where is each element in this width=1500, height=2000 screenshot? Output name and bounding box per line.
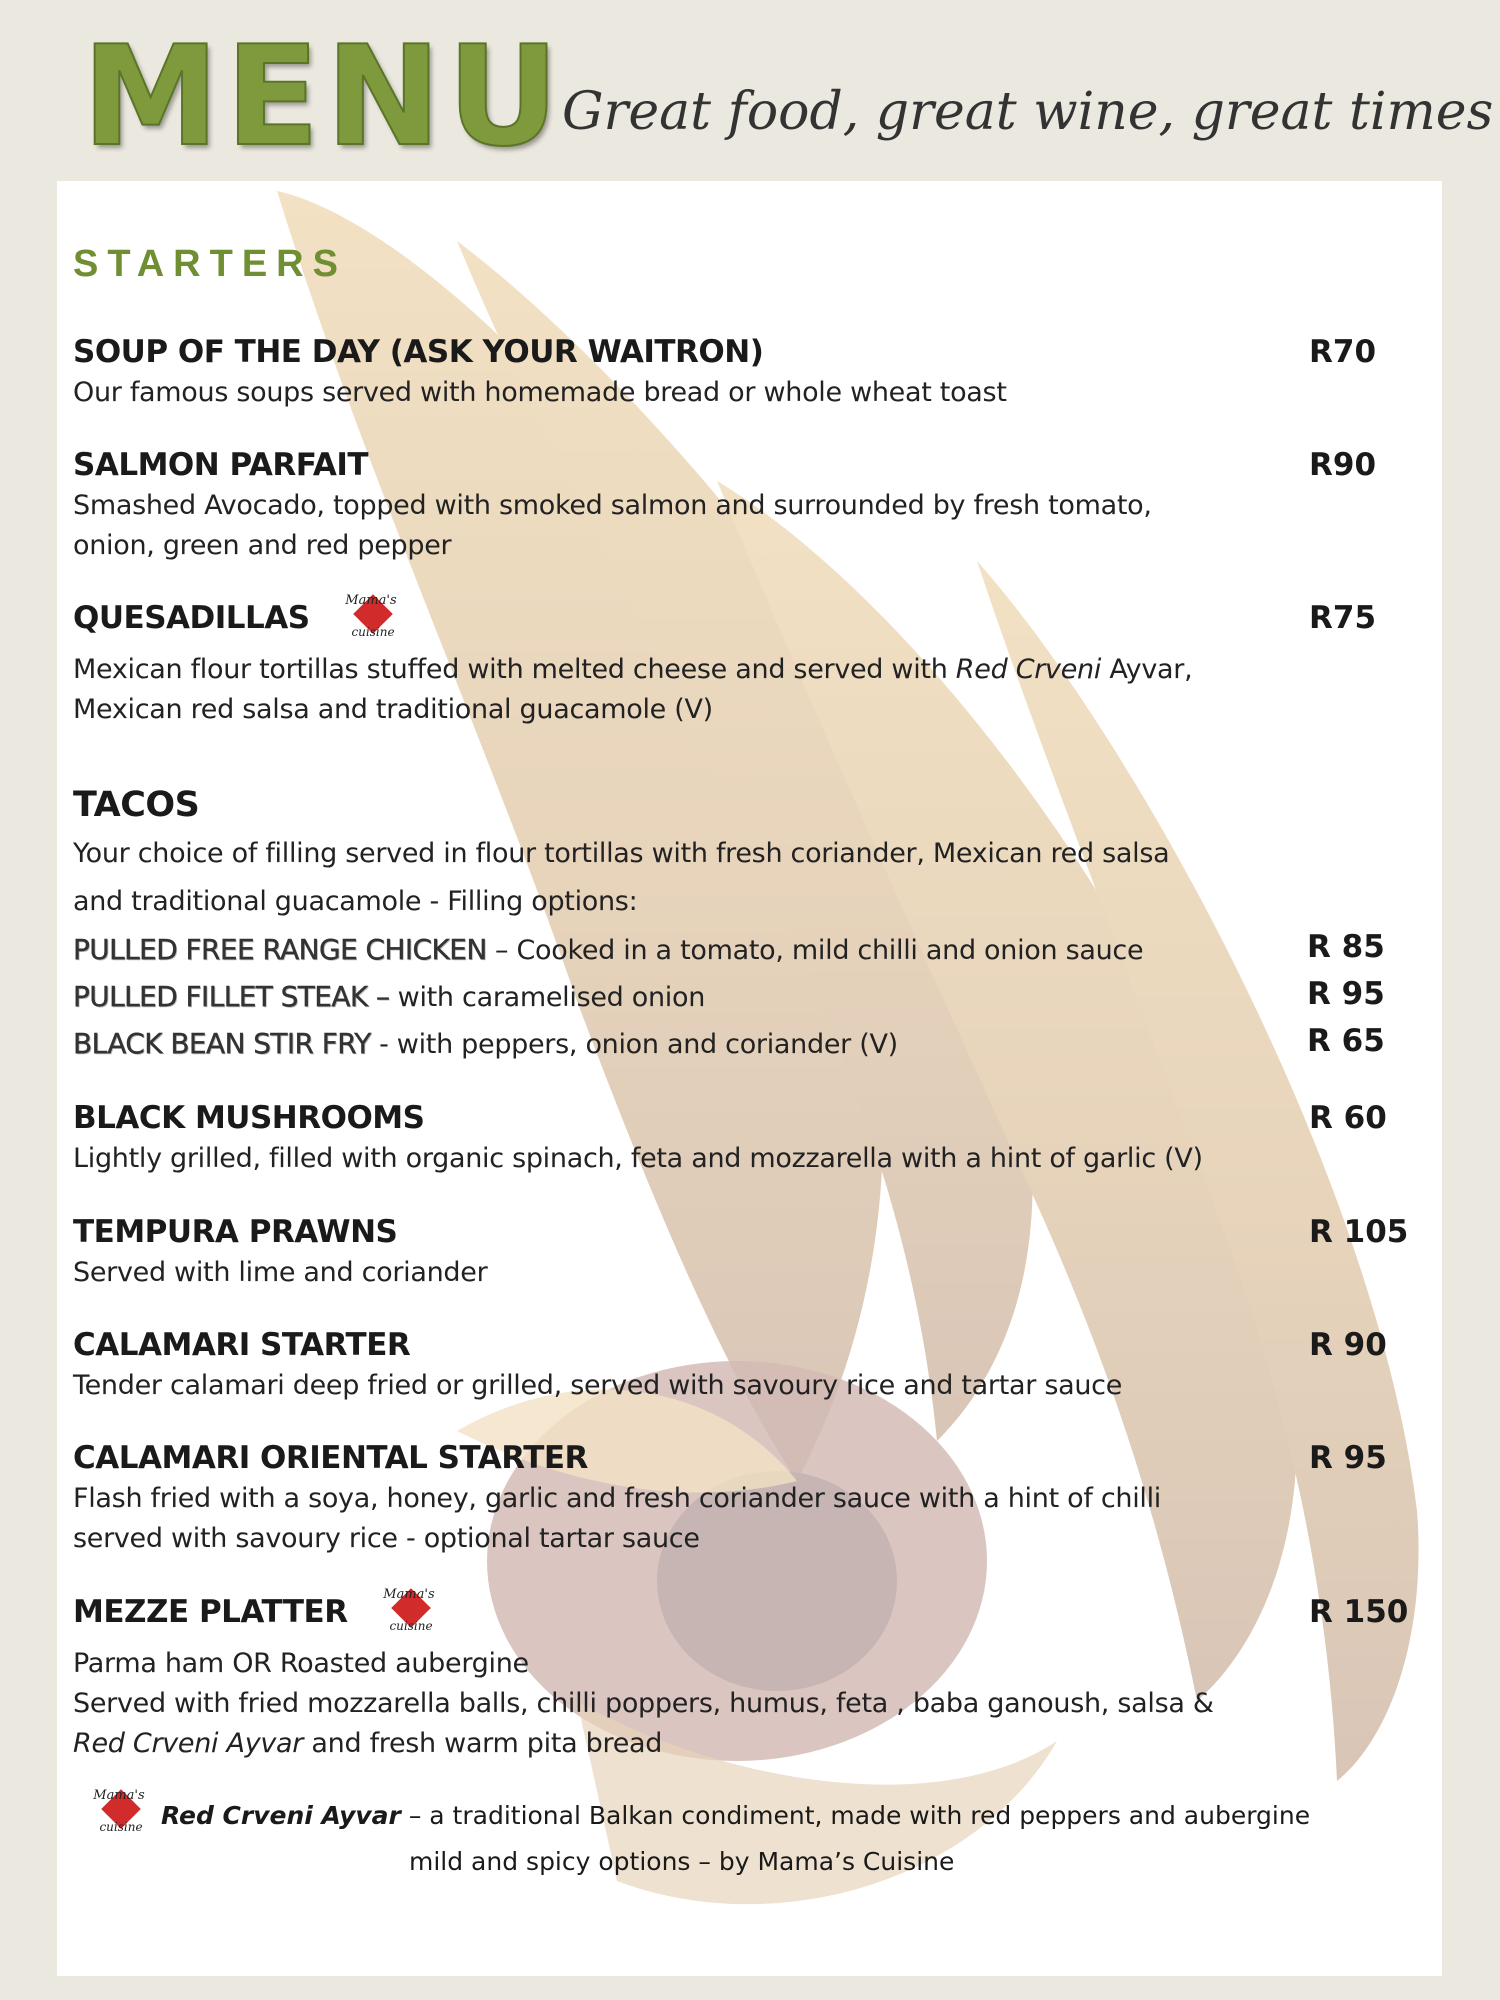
svg-text:cuisine: cuisine [99, 1820, 143, 1834]
item-description: Mexican flour tortillas stuffed with melted cheese and served with Red Crveni Ayvar, [73, 653, 1193, 685]
item-name: CALAMARI STARTER [73, 1327, 411, 1363]
item-price: R 105 [1309, 1214, 1409, 1250]
item-price: R75 [1309, 600, 1377, 636]
menu-item [73, 331, 1413, 413]
item-name: BLACK MUSHROOMS [73, 1100, 425, 1136]
item-name: TEMPURA PRAWNS [73, 1214, 398, 1250]
menu-item [73, 592, 1413, 730]
item-name: MEZZE PLATTER [73, 1594, 348, 1630]
tagline: Great food, great wine, great times [562, 82, 1494, 142]
filling-option [73, 1023, 1413, 1073]
item-description: Your choice of filling served in flour tortillas with fresh coriander, Mexican red salsa [73, 838, 1170, 869]
item-name: TACOS [73, 785, 200, 825]
filling-option [73, 929, 1413, 979]
menu-item [73, 1324, 1413, 1406]
option-description: – Cooked in a tomato, mild chilli and onion sauce [486, 935, 1144, 966]
menu-item [73, 781, 1413, 925]
item-description: Parma ham OR Roasted aubergine [73, 1647, 529, 1679]
option-description: with caramelised onion [389, 982, 706, 1013]
option-name: PULLED FREE RANGE CHICKEN [73, 933, 487, 966]
item-description: Our famous soups served with homemade bread or whole wheat toast [73, 377, 1007, 408]
item-price: R 150 [1309, 1594, 1409, 1630]
item-description: Flash fried with a soya, honey, garlic and fresh coriander sauce with a hint of chilli [73, 1483, 1162, 1514]
mamas-cuisine-logo [377, 1584, 441, 1636]
item-name: QUESADILLAS [73, 600, 310, 636]
item-description: served with savoury rice - optional tartar sauce [73, 1523, 700, 1554]
item-name: CALAMARI ORIENTAL STARTER [73, 1440, 588, 1476]
item-price: R70 [1309, 334, 1377, 370]
item-description: onion, green and red pepper [73, 530, 452, 561]
section-title-starters: STARTERS [73, 243, 347, 285]
option-name: BLACK BEAN STIR FRY [73, 1027, 371, 1060]
item-name: SALMON PARFAIT [73, 447, 369, 483]
item-price: R90 [1309, 447, 1377, 483]
svg-text:Mama's: Mama's [382, 1586, 435, 1602]
footnote [87, 1788, 1387, 1881]
menu-title: MENU [82, 16, 566, 177]
mamas-cuisine-logo [87, 1785, 151, 1837]
item-price: R 60 [1309, 1100, 1387, 1136]
item-price: R 95 [1309, 1440, 1387, 1476]
svg-text:cuisine: cuisine [389, 1618, 433, 1633]
footnote-text: mild and spicy options – by Mama’s Cuisine [409, 1847, 955, 1876]
footnote-term: Red Crveni Ayvar [161, 1801, 401, 1830]
menu-item [73, 1586, 1413, 1764]
menu-item [73, 1097, 1413, 1179]
item-name: SOUP OF THE DAY (ASK YOUR WAITRON) [73, 334, 764, 370]
item-description: Served with fried mozzarella balls, chilli poppers, humus, feta , baba ganoush, salsa & [73, 1687, 1214, 1719]
option-price: R 95 [1307, 976, 1385, 1012]
menu-card [57, 181, 1442, 1976]
menu-item [73, 1437, 1413, 1559]
svg-text:Mama's: Mama's [345, 592, 397, 608]
svg-text:Mama's: Mama's [93, 1788, 145, 1803]
item-description: Red Crveni Ayvar and fresh warm pita bread [73, 1727, 663, 1759]
menu-item [73, 444, 1413, 566]
menu-item [73, 1211, 1413, 1293]
option-price: R 85 [1307, 929, 1385, 965]
option-name: PULLED FILLET STEAK – [73, 980, 390, 1013]
item-description: Tender calamari deep fried or grilled, served with savoury rice and tartar sauce [73, 1370, 1123, 1401]
footnote-text: – a traditional Balkan condiment, made with red peppers and aubergine [400, 1801, 1311, 1830]
item-description: Served with lime and coriander [73, 1257, 488, 1288]
item-description: Smashed Avocado, topped with smoked salmon and surrounded by fresh tomato, [73, 490, 1152, 521]
filling-option [73, 976, 1413, 1026]
item-description: Lightly grilled, filled with organic spinach, feta and mozzarella with a hint of garlic (V) [73, 1143, 1203, 1174]
svg-text:cuisine: cuisine [351, 624, 395, 639]
option-price: R 65 [1307, 1023, 1385, 1059]
mamas-cuisine-logo [339, 590, 403, 642]
item-description: and traditional guacamole - Filling options: [73, 886, 638, 917]
item-price: R 90 [1309, 1327, 1387, 1363]
item-description: Mexican red salsa and traditional guacamole (V) [73, 693, 713, 725]
option-description: - with peppers, onion and coriander (V) [370, 1029, 898, 1060]
